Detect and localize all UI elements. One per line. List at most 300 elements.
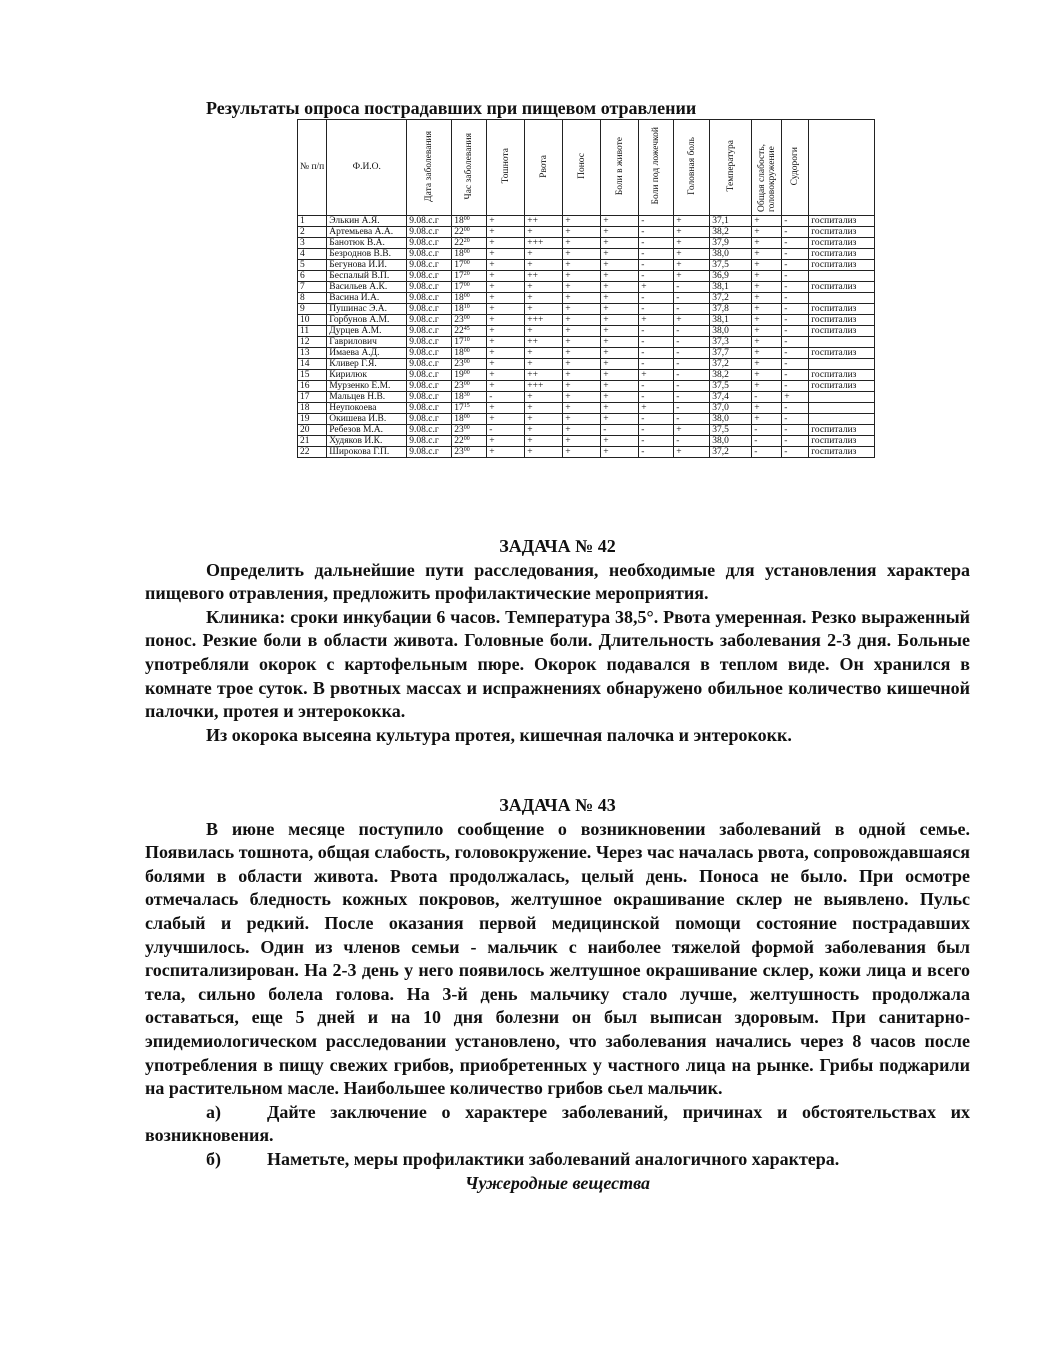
header-cramps: Судороги (782, 120, 809, 216)
table-row (298, 370, 875, 381)
header-vomit: Рвота (525, 120, 563, 216)
cell-belly: + (601, 381, 639, 392)
cell-date: 9.08.с.г (407, 249, 452, 260)
cell-vomit: + (525, 293, 563, 304)
cell-head: + (674, 227, 710, 238)
header-headache: Головная боль (674, 120, 710, 216)
cell-weak: + (752, 414, 782, 425)
task-42 (145, 535, 970, 747)
cell-epi: - (639, 381, 674, 392)
cell-vomit: + (525, 227, 563, 238)
table-row (298, 326, 875, 337)
cell-vomit: + (525, 249, 563, 260)
cell-n: 18 (298, 403, 327, 414)
cell-date: 9.08.с.г (407, 227, 452, 238)
cell-note: госпитализ (809, 315, 875, 326)
cell-temp: 37,5 (710, 260, 752, 271)
table-row (298, 282, 875, 293)
cell-head: - (674, 282, 710, 293)
task-42-paragraph: Из окорока высеяна культура протея, кишечная палочка и энтерококк. (206, 724, 792, 745)
cell-cramps: - (782, 260, 809, 271)
cell-diarrhea: + (563, 381, 601, 392)
cell-belly: + (601, 216, 639, 227)
table-row (298, 359, 875, 370)
cell-head: - (674, 293, 710, 304)
table-row (298, 337, 875, 348)
cell-n: 8 (298, 293, 327, 304)
cell-hour: $17^{20}$ (452, 271, 487, 282)
cell-weak: + (752, 381, 782, 392)
cell-weak: + (752, 359, 782, 370)
cell-cramps: - (782, 348, 809, 359)
table-body (298, 216, 875, 458)
cell-n: 22 (298, 447, 327, 458)
cell-hour: $23^{00}$ (452, 359, 487, 370)
cell-name: Мурзенко Е.М. (327, 381, 407, 392)
cell-nausea: + (487, 359, 525, 370)
cell-epi: - (639, 425, 674, 436)
cell-hour: $23^{00}$ (452, 315, 487, 326)
cell-date: 9.08.с.г (407, 381, 452, 392)
cell-vomit: +++ (525, 315, 563, 326)
cell-temp: 38,0 (710, 414, 752, 425)
cell-cramps: - (782, 271, 809, 282)
cell-epi: + (639, 370, 674, 381)
cell-vomit: ++ (525, 216, 563, 227)
table-row (298, 293, 875, 304)
cell-nausea: + (487, 337, 525, 348)
cell-vomit: ++ (525, 337, 563, 348)
cell-vomit: + (525, 436, 563, 447)
cell-temp: 38,2 (710, 227, 752, 238)
cell-note: госпитализ (809, 436, 875, 447)
cell-weak: - (752, 447, 782, 458)
cell-date: 9.08.с.г (407, 337, 452, 348)
cell-head: + (674, 447, 710, 458)
survey-table (297, 119, 875, 458)
cell-belly: - (601, 425, 639, 436)
cell-epi: - (639, 304, 674, 315)
cell-name: Имаева А.Д. (327, 348, 407, 359)
cell-temp: 37,3 (710, 337, 752, 348)
cell-n: 21 (298, 436, 327, 447)
cell-n: 17 (298, 392, 327, 403)
cell-head: - (674, 337, 710, 348)
cell-epi: + (639, 315, 674, 326)
cell-temp: 37,1 (710, 216, 752, 227)
cell-weak: - (752, 425, 782, 436)
cell-head: + (674, 216, 710, 227)
cell-cramps: - (782, 304, 809, 315)
cell-nausea: + (487, 293, 525, 304)
cell-nausea: + (487, 271, 525, 282)
cell-belly: + (601, 359, 639, 370)
cell-name: Неупокоева (327, 403, 407, 414)
cell-epi: - (639, 216, 674, 227)
cell-date: 9.08.с.г (407, 403, 452, 414)
section-subtitle: Чужеродные вещества (464, 1172, 651, 1193)
cell-date: 9.08.с.г (407, 414, 452, 425)
cell-temp: 36,9 (710, 271, 752, 282)
cell-date: 9.08.с.г (407, 293, 452, 304)
cell-date: 9.08.с.г (407, 348, 452, 359)
cell-belly: + (601, 304, 639, 315)
cell-n: 10 (298, 315, 327, 326)
cell-nausea: + (487, 326, 525, 337)
cell-note (809, 392, 875, 403)
cell-weak: + (752, 227, 782, 238)
cell-temp: 37,5 (710, 425, 752, 436)
cell-date: 9.08.с.г (407, 271, 452, 282)
cell-belly: + (601, 337, 639, 348)
cell-temp: 37,2 (710, 293, 752, 304)
cell-nausea: + (487, 370, 525, 381)
item-b-marker: б) (206, 1148, 221, 1169)
cell-diarrhea: + (563, 370, 601, 381)
table-row (298, 436, 875, 447)
table-row (298, 392, 875, 403)
cell-note: госпитализ (809, 348, 875, 359)
cell-head: - (674, 326, 710, 337)
cell-name: Васильев А.К. (327, 282, 407, 293)
cell-note: госпитализ (809, 425, 875, 436)
cell-note: госпитализ (809, 447, 875, 458)
cell-hour: $17^{00}$ (452, 282, 487, 293)
task-42-paragraph: Определить дальнейшие пути расследования, необходимые для установления характера пищевого отравления, предложить профилактические мероприятия. (145, 559, 970, 604)
cell-epi: - (639, 260, 674, 271)
cell-head: + (674, 260, 710, 271)
cell-epi: - (639, 271, 674, 282)
cell-n: 9 (298, 304, 327, 315)
cell-nausea: + (487, 260, 525, 271)
cell-date: 9.08.с.г (407, 238, 452, 249)
cell-hour: $22^{45}$ (452, 326, 487, 337)
cell-nausea: + (487, 282, 525, 293)
cell-diarrhea: + (563, 315, 601, 326)
cell-nausea: + (487, 403, 525, 414)
table-row (298, 403, 875, 414)
table-row (298, 238, 875, 249)
cell-belly: + (601, 293, 639, 304)
header-belly-pain: Боли в животе (601, 120, 639, 216)
cell-weak: + (752, 370, 782, 381)
cell-cramps: - (782, 436, 809, 447)
cell-cramps: - (782, 282, 809, 293)
task-42-heading: ЗАДАЧА № 42 (499, 536, 616, 556)
cell-nausea: + (487, 447, 525, 458)
cell-temp: 37,7 (710, 348, 752, 359)
cell-cramps: - (782, 293, 809, 304)
cell-vomit: + (525, 348, 563, 359)
cell-nausea: + (487, 348, 525, 359)
cell-date: 9.08.с.г (407, 216, 452, 227)
cell-note (809, 359, 875, 370)
cell-head: - (674, 381, 710, 392)
cell-note: госпитализ (809, 326, 875, 337)
cell-hour: $18^{00}$ (452, 414, 487, 425)
cell-cramps: - (782, 216, 809, 227)
cell-note (809, 403, 875, 414)
cell-nausea: + (487, 249, 525, 260)
table-row (298, 304, 875, 315)
cell-n: 16 (298, 381, 327, 392)
cell-n: 7 (298, 282, 327, 293)
cell-note: госпитализ (809, 249, 875, 260)
cell-vomit: +++ (525, 381, 563, 392)
cell-note: госпитализ (809, 227, 875, 238)
cell-vomit: + (525, 425, 563, 436)
cell-n: 20 (298, 425, 327, 436)
table-row (298, 348, 875, 359)
cell-temp: 37,8 (710, 304, 752, 315)
header-note (809, 120, 875, 216)
cell-diarrhea: + (563, 227, 601, 238)
cell-diarrhea: + (563, 271, 601, 282)
cell-nausea: + (487, 238, 525, 249)
cell-belly: + (601, 447, 639, 458)
cell-cramps: - (782, 326, 809, 337)
cell-weak: + (752, 326, 782, 337)
table-row (298, 425, 875, 436)
cell-name: Пушинас Э.А. (327, 304, 407, 315)
item-b-text: Наметьте, меры профилактики заболеваний аналогичного характера. (267, 1148, 840, 1169)
cell-n: 1 (298, 216, 327, 227)
cell-date: 9.08.с.г (407, 304, 452, 315)
cell-diarrhea: + (563, 425, 601, 436)
cell-weak: - (752, 392, 782, 403)
cell-name: Окишева И.В. (327, 414, 407, 425)
cell-epi: - (639, 249, 674, 260)
cell-n: 15 (298, 370, 327, 381)
cell-date: 9.08.с.г (407, 392, 452, 403)
cell-epi: - (639, 326, 674, 337)
cell-hour: $17^{00}$ (452, 260, 487, 271)
task-43-item-b (145, 1148, 970, 1172)
cell-cramps: - (782, 403, 809, 414)
cell-note (809, 293, 875, 304)
cell-name: Безроднов В.В. (327, 249, 407, 260)
cell-note: госпитализ (809, 381, 875, 392)
cell-diarrhea: + (563, 293, 601, 304)
item-a-text: Дайте заключение о характере заболеваний, причинах и обстоятельствах их возникновения. (145, 1101, 970, 1146)
cell-note: госпитализ (809, 238, 875, 249)
cell-diarrhea: + (563, 414, 601, 425)
cell-weak: + (752, 260, 782, 271)
cell-date: 9.08.с.г (407, 315, 452, 326)
cell-head: - (674, 359, 710, 370)
header-name: Ф.И.О. (327, 120, 407, 216)
cell-note: госпитализ (809, 216, 875, 227)
cell-hour: $23^{00}$ (452, 447, 487, 458)
cell-name: Кирилюк (327, 370, 407, 381)
table-header-row (298, 120, 875, 216)
cell-epi: - (639, 238, 674, 249)
cell-vomit: ++ (525, 370, 563, 381)
cell-date: 9.08.с.г (407, 436, 452, 447)
cell-temp: 37,4 (710, 392, 752, 403)
cell-note (809, 337, 875, 348)
cell-n: 13 (298, 348, 327, 359)
cell-belly: + (601, 370, 639, 381)
cell-name: Мальцев Н.В. (327, 392, 407, 403)
cell-name: Беспалый В.П. (327, 271, 407, 282)
header-hour: Час заболевания (452, 120, 487, 216)
header-temperature: Температура (710, 120, 752, 216)
table-row (298, 260, 875, 271)
cell-weak: + (752, 403, 782, 414)
cell-note (809, 414, 875, 425)
cell-vomit: + (525, 392, 563, 403)
cell-belly: + (601, 249, 639, 260)
cell-date: 9.08.с.г (407, 425, 452, 436)
cell-temp: 37,2 (710, 359, 752, 370)
table-row (298, 414, 875, 425)
cell-hour: $18^{00}$ (452, 249, 487, 260)
task-43-paragraph: В июне месяце поступило сообщение о возникновении заболеваний в одной семье. Появилась тошнота, общая слабость, головокружение. Через час началась рвота, сопровождавшаяся болями в области живота. Рвота продолжалась, целый день. Поноса не было. При осмотре отмечалась бледность кожных покровов, желтушное окрашивание склер не выявлено. Пульс слабый и редкий. После оказания первой медицинской помощи состояние пострадавших улучшилось. Один из членов семьи - мальчик с наиболее тяжелой формой заболевания был госпитализирован. На 2-3 день у него появилось желтушное окрашивание склер, кожи лица и всего тела, сильно болела голова. На 3-й день мальчику стало лучше, желтушность продолжала оставаться, еще 5 дней и на 10 дня болезни он был выписан здоровым. При санитарно-эпидемиологическом расследовании установлено, что заболевания начались через 8 часов после употребления в пищу свежих грибов, приобретенных у частного лица на рынке. Грибы поджарили на растительном масле. Наибольшее количество грибов сьел мальчик. (145, 818, 970, 1099)
cell-nausea: + (487, 216, 525, 227)
cell-head: - (674, 403, 710, 414)
cell-hour: $22^{00}$ (452, 227, 487, 238)
cell-temp: 37,2 (710, 447, 752, 458)
cell-diarrhea: + (563, 348, 601, 359)
cell-head: - (674, 370, 710, 381)
cell-belly: + (601, 414, 639, 425)
cell-date: 9.08.с.г (407, 282, 452, 293)
cell-n: 14 (298, 359, 327, 370)
cell-weak: + (752, 249, 782, 260)
cell-nausea: + (487, 436, 525, 447)
cell-diarrhea: + (563, 249, 601, 260)
cell-belly: + (601, 227, 639, 238)
cell-note: госпитализ (809, 282, 875, 293)
cell-nausea: + (487, 227, 525, 238)
cell-hour: $17^{15}$ (452, 403, 487, 414)
cell-n: 5 (298, 260, 327, 271)
cell-hour: $17^{10}$ (452, 337, 487, 348)
cell-belly: + (601, 238, 639, 249)
cell-temp: 37,9 (710, 238, 752, 249)
cell-vomit: + (525, 359, 563, 370)
cell-vomit: ++ (525, 271, 563, 282)
cell-cramps: - (782, 337, 809, 348)
cell-cramps: - (782, 359, 809, 370)
cell-weak: + (752, 337, 782, 348)
header-nausea: Тошнота (487, 120, 525, 216)
task-43-item-a (145, 1101, 970, 1148)
cell-hour: $22^{20}$ (452, 238, 487, 249)
cell-belly: + (601, 326, 639, 337)
cell-epi: - (639, 293, 674, 304)
cell-diarrhea: + (563, 282, 601, 293)
cell-epi: + (639, 403, 674, 414)
cell-note: госпитализ (809, 304, 875, 315)
cell-epi: - (639, 348, 674, 359)
cell-epi: - (639, 436, 674, 447)
cell-epi: - (639, 392, 674, 403)
cell-vomit: + (525, 326, 563, 337)
cell-nausea: + (487, 315, 525, 326)
cell-diarrhea: + (563, 326, 601, 337)
cell-belly: + (601, 282, 639, 293)
cell-cramps: - (782, 425, 809, 436)
cell-cramps: + (782, 392, 809, 403)
cell-n: 3 (298, 238, 327, 249)
cell-epi: - (639, 447, 674, 458)
cell-epi: - (639, 337, 674, 348)
cell-weak: + (752, 238, 782, 249)
item-a-marker: а) (206, 1101, 221, 1122)
table-row (298, 216, 875, 227)
cell-belly: + (601, 315, 639, 326)
header-number: № п/п (298, 120, 327, 216)
cell-temp: 37,0 (710, 403, 752, 414)
table-row (298, 249, 875, 260)
cell-weak: + (752, 216, 782, 227)
cell-hour: $18^{00}$ (452, 293, 487, 304)
cell-cramps: - (782, 414, 809, 425)
task-43 (145, 794, 970, 1195)
cell-name: Гаврилович (327, 337, 407, 348)
cell-diarrhea: + (563, 359, 601, 370)
cell-hour: $22^{00}$ (452, 436, 487, 447)
cell-hour: $18^{00}$ (452, 348, 487, 359)
cell-date: 9.08.с.г (407, 359, 452, 370)
cell-n: 6 (298, 271, 327, 282)
cell-name: Худяков И.К. (327, 436, 407, 447)
cell-temp: 38,1 (710, 282, 752, 293)
cell-cramps: - (782, 249, 809, 260)
cell-weak: + (752, 293, 782, 304)
cell-name: Горбунов А.М. (327, 315, 407, 326)
cell-vomit: + (525, 447, 563, 458)
cell-note: госпитализ (809, 260, 875, 271)
cell-name: Бегунова И.И. (327, 260, 407, 271)
cell-diarrhea: + (563, 238, 601, 249)
cell-name: Артемьева А.А. (327, 227, 407, 238)
cell-epi: - (639, 414, 674, 425)
cell-note (809, 271, 875, 282)
cell-nausea: - (487, 425, 525, 436)
cell-head: - (674, 304, 710, 315)
cell-belly: + (601, 348, 639, 359)
cell-head: - (674, 436, 710, 447)
cell-belly: + (601, 403, 639, 414)
cell-nausea: - (487, 392, 525, 403)
cell-hour: $23^{00}$ (452, 425, 487, 436)
cell-temp: 38,0 (710, 436, 752, 447)
task-43-heading: ЗАДАЧА № 43 (499, 795, 616, 815)
cell-cramps: - (782, 227, 809, 238)
cell-head: - (674, 348, 710, 359)
cell-head: + (674, 271, 710, 282)
cell-diarrhea: + (563, 337, 601, 348)
cell-temp: 38,0 (710, 249, 752, 260)
cell-name: Васина И.А. (327, 293, 407, 304)
table-title: Результаты опроса пострадавших при пищевом отравлении (206, 98, 697, 118)
cell-vomit: + (525, 403, 563, 414)
cell-belly: + (601, 392, 639, 403)
table-row (298, 315, 875, 326)
cell-head: + (674, 249, 710, 260)
cell-hour: $18^{00}$ (452, 216, 487, 227)
cell-n: 11 (298, 326, 327, 337)
cell-temp: 38,0 (710, 326, 752, 337)
cell-weak: + (752, 282, 782, 293)
cell-weak: + (752, 315, 782, 326)
cell-hour: $23^{00}$ (452, 381, 487, 392)
cell-epi: + (639, 282, 674, 293)
cell-date: 9.08.с.г (407, 447, 452, 458)
